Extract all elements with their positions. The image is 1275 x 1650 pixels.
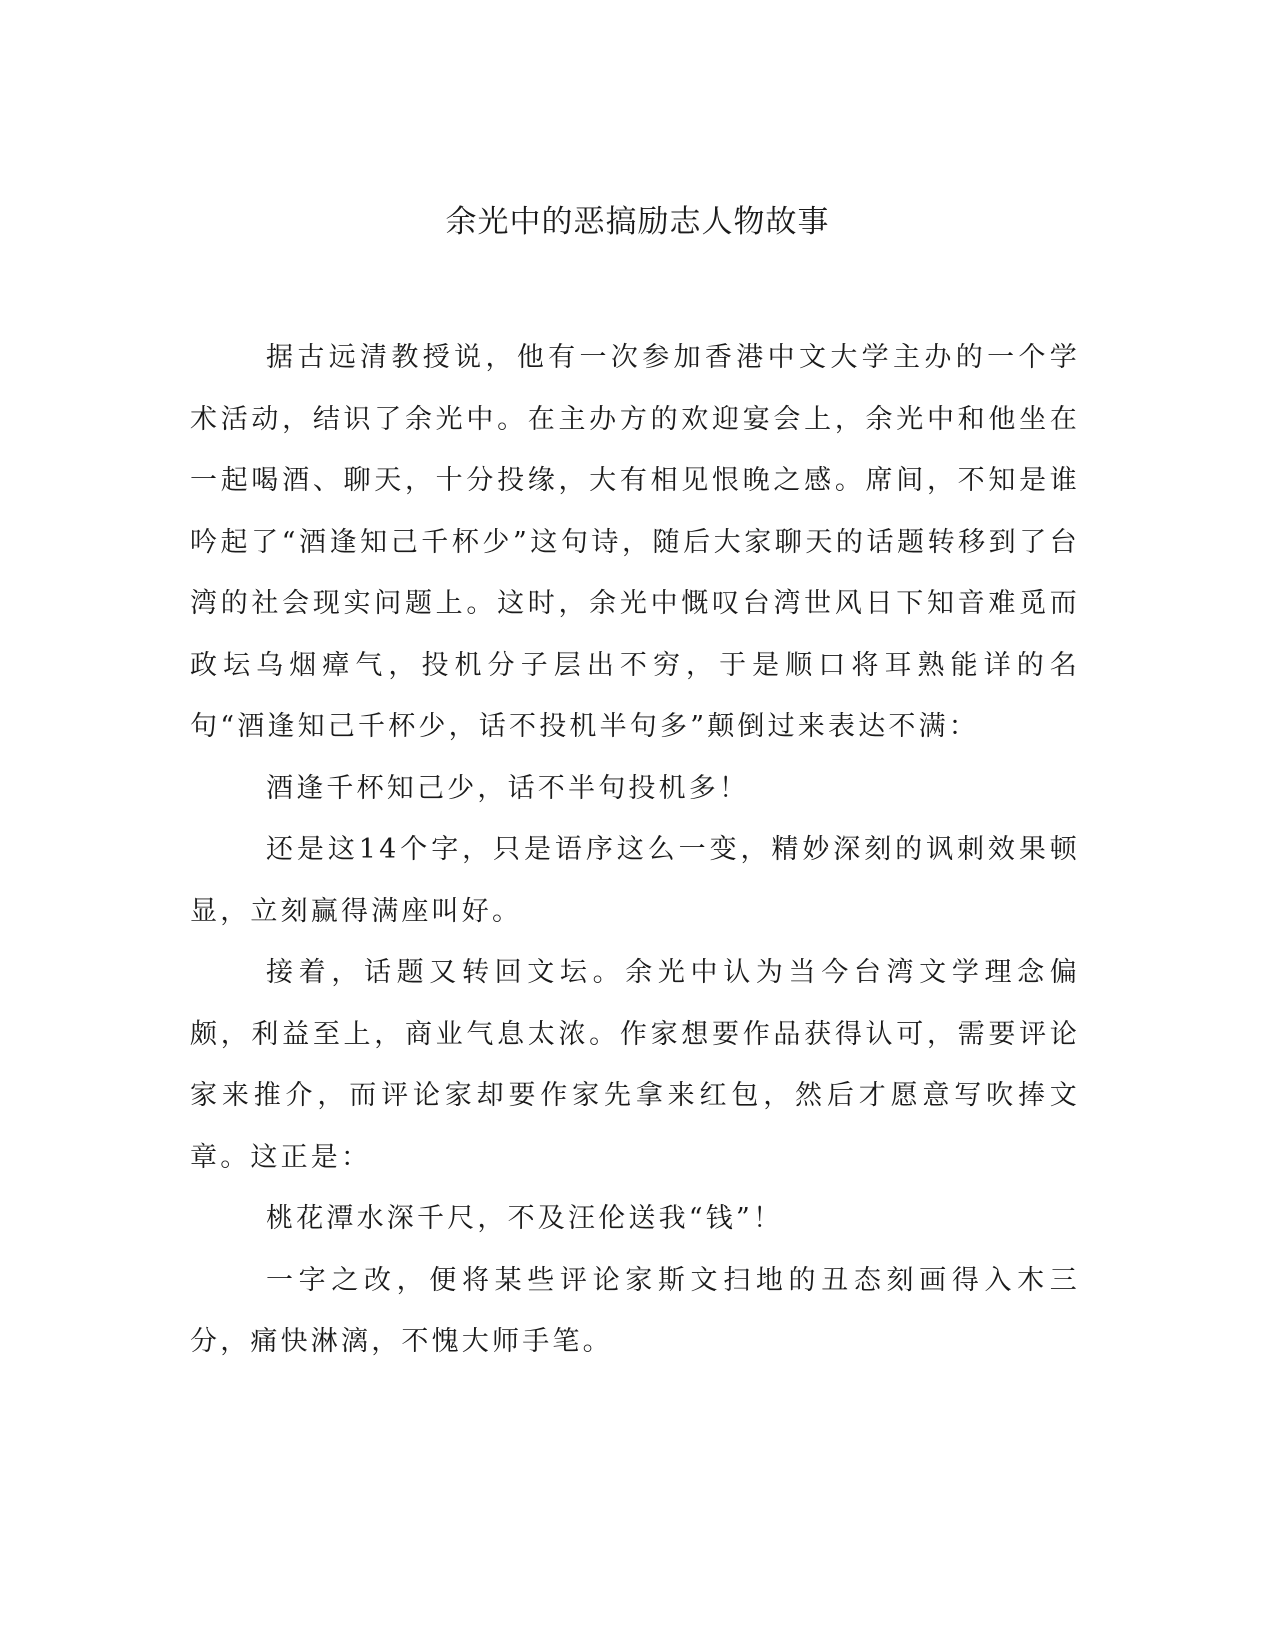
paragraph-5: 桃花潭水深千尺，不及汪伦送我“钱”！	[266, 1203, 784, 1234]
paragraph-2: 酒逢千杯知己少，话不半句投机多！	[266, 772, 750, 804]
document-body	[190, 327, 1080, 1373]
paragraph-1: 据古远清教授说，他有一次参加香港中文大学主办的一个学术活动，结识了余光中。在主办方的欢迎宴会上，余光中和他坐在一起喝酒、聊天，十分投缘，大有相见恨晚之感。席间，不知是谁吟起了“酒逢知己千杯少”这句诗，随后大家聊天的话题转移到了台湾的社会现实问题上。这时，余光中慨叹台湾世风日下知音难觅而政坛乌烟瘴气，投机分子层出不穷，于是顺口将耳熟能详的名句“酒逢知己千杯少，话不投机半句多”颠倒过来表达不满：	[190, 342, 1080, 742]
paragraph-3: 还是这14个字，只是语序这么一变，精妙深刻的讽刺效果顿显，立刻赢得满座叫好。	[190, 834, 1080, 927]
paragraph-6: 一字之改，便将某些评论家斯文扫地的丑态刻画得入木三分，痛快淋漓，不愧大师手笔。	[190, 1264, 1080, 1357]
document-title: 余光中的恶搞励志人物故事	[445, 204, 830, 240]
paragraph-4: 接着，话题又转回文坛。余光中认为当今台湾文学理念偏颇，利益至上，商业气息太浓。作家想要作品获得认可，需要评论家来推介，而评论家却要作家先拿来红包，然后才愿意写吹捧文章。这正是：	[190, 957, 1080, 1173]
